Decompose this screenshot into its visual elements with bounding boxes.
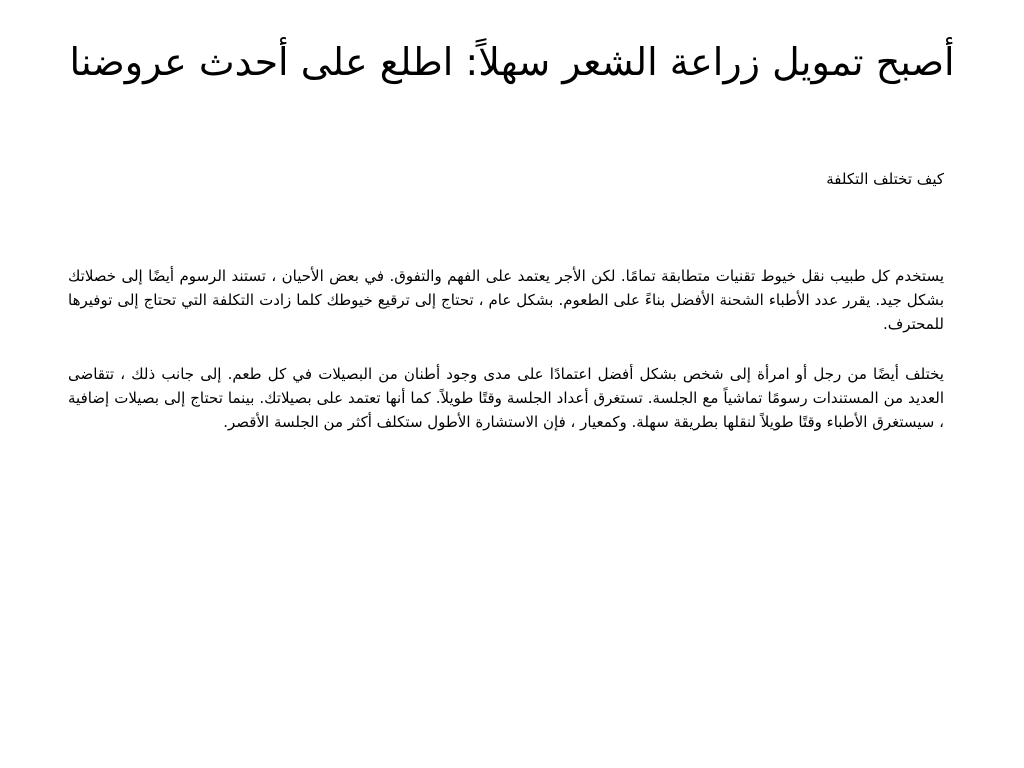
slide-body xyxy=(68,264,944,460)
slide-subtitle: كيف تختلف التكلفة xyxy=(826,170,944,188)
body-paragraph-1: يستخدم كل طبيب نقل خيوط تقنيات متطابقة تمامًا. لكن الأجر يعتمد على الفهم والتفوق. في بعض الأحيان ، تستند الرسوم أيضًا إلى خصلاتك بشكل جيد. يقرر عدد الأطباء الشحنة الأفضل بناءً على الطعوم. بشكل عام ، تحتاج إلى ترقيع خيوطك كلما زادت التكلفة التي تحتاج إلى توفيرها للمحترف. xyxy=(68,267,944,333)
body-paragraph-2: يختلف أيضًا من رجل أو امرأة إلى شخص بشكل أفضل اعتمادًا على مدى وجود أطنان من البصيلات في كل طعم. إلى جانب ذلك ، تتقاضى العديد من المستندات رسومًا تماشياً مع الجلسة. تستغرق أعداد الجلسة وقتًا طويلاً. كما أنها تعتمد على بصيلاتك. بينما تحتاج إلى بصيلات إضافية ، سيستغرق الأطباء وقتًا طويلاً لنقلها بطريقة سهلة. وكمعيار ، فإن الاستشارة الأطول ستكلف أكثر من الجلسة الأقصر. xyxy=(68,365,944,431)
slide-title: أصبح تمويل زراعة الشعر سهلاً: اطلع على أحدث عروضنا xyxy=(69,40,955,84)
